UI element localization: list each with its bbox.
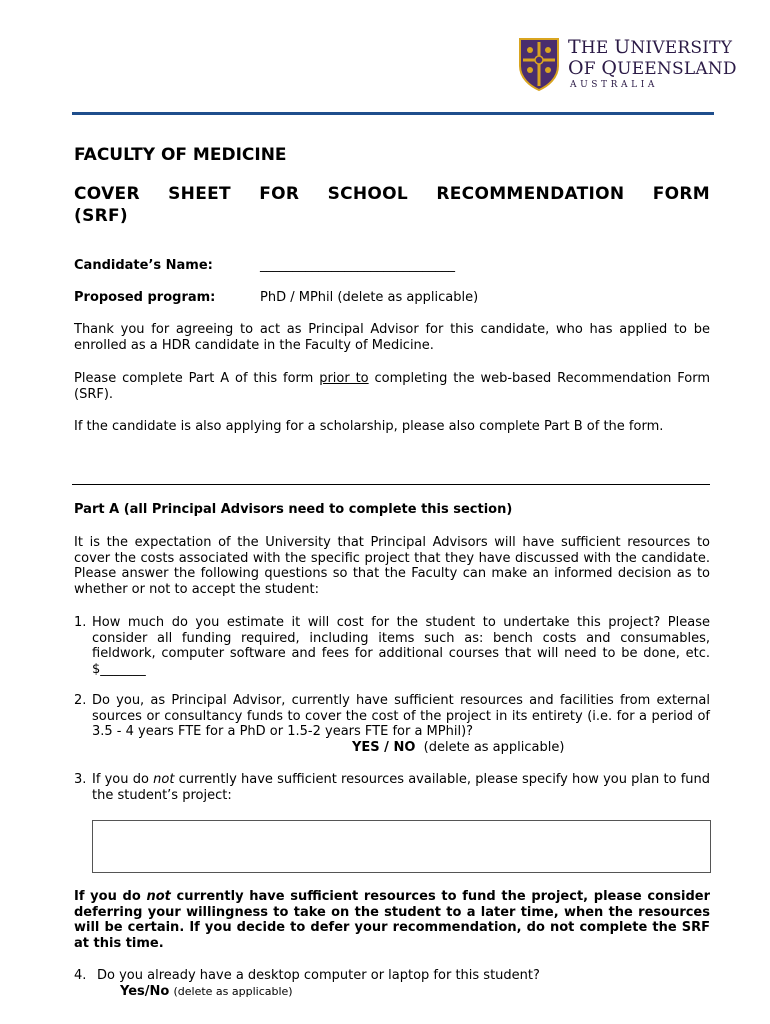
q3-number: 3. [74,772,87,787]
q2-answer-line: YES / NO (delete as applicable) [352,740,565,755]
q4-number: 4. [74,968,87,983]
program-label: Proposed program: [74,290,216,305]
university-logo [516,36,737,92]
q2-answer[interactable]: YES / NO [352,740,416,755]
candidate-name-field[interactable]: ______________________________ [260,258,455,273]
q4-text: Do you already have a desktop computer or laptop for this student? [97,968,540,983]
part-a-intro: It is the expectation of the University that Principal Advisors will have sufficient resources to cover the costs associated with the specific project that they have discussed with the candidate. Please answer the following questions so that the Faculty can make an informed decision as to whether or not to accept the student: [74,535,710,597]
page-title-line-2: (SRF) [74,206,128,226]
q2-text: Do you, as Principal Advisor, currently have sufficient resources and facilities from external sources or consultancy funds to cover the cost of the project in its entirety (i.e. for a period of 3.5 - 4 years FTE for a PhD or 1.5-2 years FTE for a MPhil)? [92,693,710,740]
q4-answer-line: Yes/No (delete as applicable) [120,984,293,999]
section-divider [72,484,710,485]
q1-number: 1. [74,615,87,630]
candidate-label: Candidate’s Name: [74,258,213,273]
intro-paragraph-1: Thank you for agreeing to act as Principal Advisor for this candidate, who has applied to be enrolled as a HDR candidate in the Faculty of Medicine. [74,322,710,353]
q1-text: How much do you estimate it will cost for the student to undertake this project? Please consider all funding required, including items such as: bench costs and consumables, fieldwork, computer software and fees for additional courses that will need to be done, etc. $_______ [92,615,710,677]
intro-paragraph-3: If the candidate is also applying for a scholarship, please also complete Part B of the form. [74,419,664,434]
logo-australia: AUSTRALIA [570,80,658,90]
faculty-heading: FACULTY OF MEDICINE [74,145,287,165]
header-divider [72,112,714,115]
q1-cost-field[interactable]: $_______ [92,661,146,677]
intro-paragraph-2: Please complete Part A of this form prior to completing the web-based Recommendation Form (SRF). [74,371,710,402]
q3-answer-box[interactable] [92,820,711,873]
logo-line-2: OF QUEENSLAND [568,57,737,79]
page-title [74,183,710,227]
logo-line-1: THE UNIVERSITY [568,36,733,58]
uq-crest-icon [516,36,562,92]
q2-number: 2. [74,693,87,708]
part-a-heading: Part A (all Principal Advisors need to complete this section) [74,502,513,517]
warning-paragraph: If you do not currently have sufficient resources to fund the project, please consider deferring your willingness to take on the student to a later time, when the resources will be certain. If you decide to defer your recommendation, do not complete the SRF at this time. [74,889,710,951]
page-title-line-1: COVER SHEET FOR SCHOOL RECOMMENDATION FORM [74,184,710,204]
program-value[interactable]: PhD / MPhil (delete as applicable) [260,290,479,305]
q3-text: If you do not currently have sufficient resources available, please specify how you plan to fund the student’s project: [92,772,711,803]
q4-answer[interactable]: Yes/No [120,984,170,999]
